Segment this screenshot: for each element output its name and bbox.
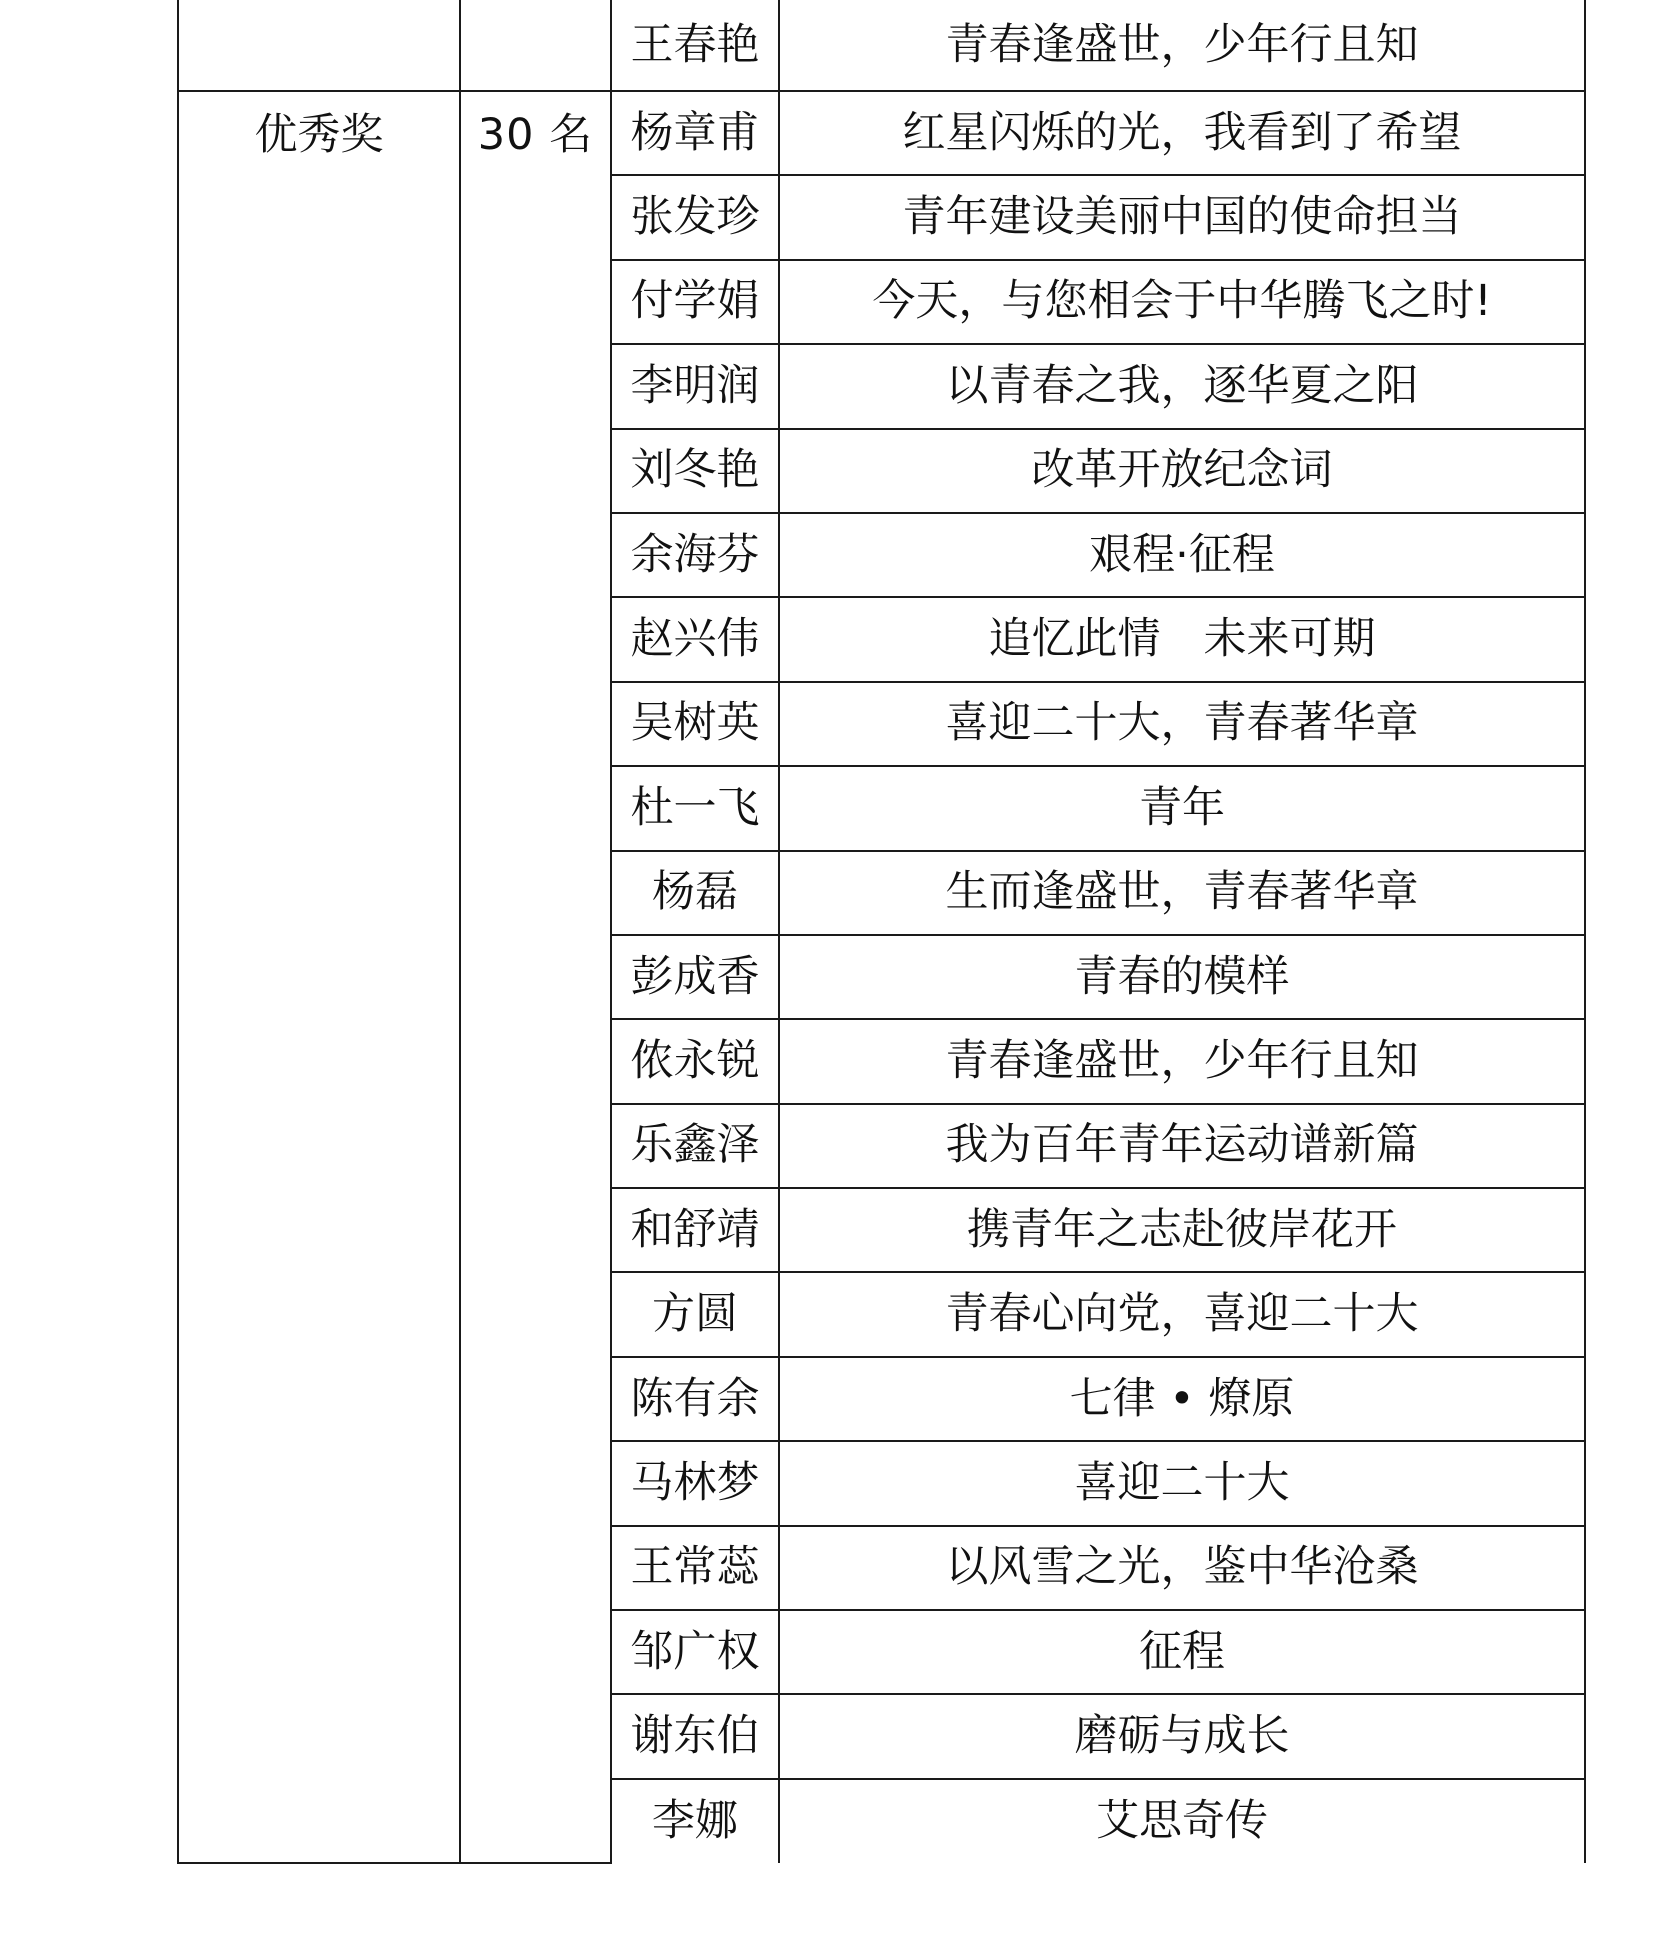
winner-name: 杨磊 (611, 851, 779, 935)
winner-name: 余海芬 (611, 513, 779, 597)
work-title: 磨砺与成长 (779, 1694, 1585, 1778)
winner-name: 李明润 (611, 344, 779, 428)
winner-name: 赵兴伟 (611, 597, 779, 681)
winner-name: 方圆 (611, 1272, 779, 1356)
work-title: 喜迎二十大，青春著华章 (779, 682, 1585, 766)
work-title: 青年建设美丽中国的使命担当 (779, 175, 1585, 259)
work-title: 喜迎二十大 (779, 1441, 1585, 1525)
work-title: 生而逢盛世，青春著华章 (779, 851, 1585, 935)
work-title: 青春的模样 (779, 935, 1585, 1019)
winner-name: 侬永锐 (611, 1019, 779, 1103)
work-title: 改革开放纪念词 (779, 429, 1585, 513)
winner-name: 付学娟 (611, 260, 779, 344)
work-title: 青年 (779, 766, 1585, 850)
award-winners-table (177, 0, 1586, 1864)
winner-name: 刘冬艳 (611, 429, 779, 513)
work-title: 以青春之我，逐华夏之阳 (779, 344, 1585, 428)
winner-name: 和舒靖 (611, 1188, 779, 1272)
winner-name: 张发珍 (611, 175, 779, 259)
award-cell-empty (178, 0, 460, 91)
winner-name: 马林梦 (611, 1441, 779, 1525)
table-row (178, 0, 1585, 91)
work-title: 以风雪之光，鉴中华沧桑 (779, 1526, 1585, 1610)
work-title: 青春逢盛世，少年行且知 (779, 0, 1585, 91)
winner-name: 乐鑫泽 (611, 1104, 779, 1188)
work-title: 艰程·征程 (779, 513, 1585, 597)
award-count: 30 名 (460, 91, 611, 1863)
work-title: 今天，与您相会于中华腾飞之时! (779, 260, 1585, 344)
work-title: 征程 (779, 1610, 1585, 1694)
award-table-body (178, 0, 1585, 1863)
winner-name: 杜一飞 (611, 766, 779, 850)
table-row (178, 91, 1585, 175)
work-title: 追忆此情 未来可期 (779, 597, 1585, 681)
work-title: 艾思奇传 (779, 1779, 1585, 1863)
work-title: 青春心向党，喜迎二十大 (779, 1272, 1585, 1356)
work-title: 我为百年青年运动谱新篇 (779, 1104, 1585, 1188)
winner-name: 王春艳 (611, 0, 779, 91)
work-title: 青春逢盛世，少年行且知 (779, 1019, 1585, 1103)
winner-name: 邹广权 (611, 1610, 779, 1694)
work-title: 携青年之志赴彼岸花开 (779, 1188, 1585, 1272)
winner-name: 吴树英 (611, 682, 779, 766)
winner-name: 彭成香 (611, 935, 779, 1019)
work-title: 七律 • 燎原 (779, 1357, 1585, 1441)
winner-name: 陈有余 (611, 1357, 779, 1441)
work-title: 红星闪烁的光，我看到了希望 (779, 91, 1585, 175)
count-cell-empty (460, 0, 611, 91)
winner-name: 李娜 (611, 1779, 779, 1863)
winner-name: 王常蕊 (611, 1526, 779, 1610)
winner-name: 杨章甫 (611, 91, 779, 175)
winner-name: 谢东伯 (611, 1694, 779, 1778)
award-level: 优秀奖 (178, 91, 460, 1863)
